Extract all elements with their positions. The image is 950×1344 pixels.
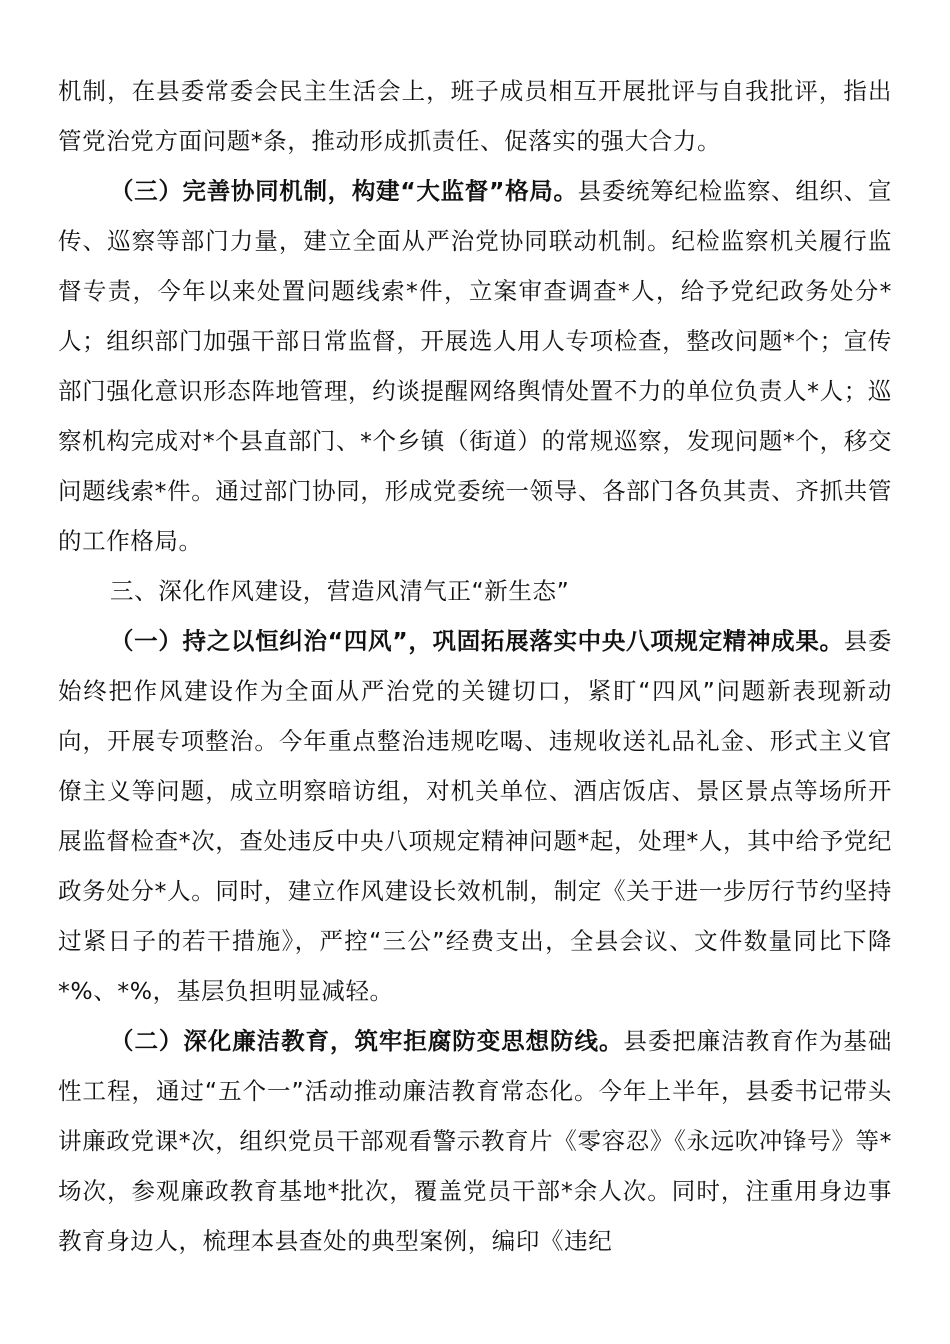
paragraph-coordination-mechanism [58, 166, 892, 566]
paragraph-text: 县委把廉洁教育作为基础性工程，通过“五个一”活动推动廉洁教育常态化。今年上半年，县委书记带头讲廉政党课*次，组织党员干部观看警示教育片《零容忍》《永远吹冲锋号》等*场次，参观廉政教育基地*批次，覆盖党员干部*余人次。同时，注重用身边事教育身边人，梳理本县查处的典型案例，编印《违纪 [58, 1027, 892, 1255]
paragraph-text: 县委统筹纪检监察、组织、宣传、巡察等部门力量，建立全面从严治党协同联动机制。纪检监察机关履行监督专责，今年以来处置问题线索*件，立案审查调查*人，给予党纪政务处分*人；组织部门加强干部日常监督，开展选人用人专项检查，整改问题*个；宣传部门强化意识形态阵地管理，约谈提醒网络舆情处置不力的单位负责人*人；巡察机构完成对*个县直部门、*个乡镇（街道）的常规巡察，发现问题*个，移交问题线索*件。通过部门协同，形成党委统一领导、各部门各负其责、齐抓共管的工作格局。 [58, 177, 892, 555]
document-page [58, 66, 892, 1266]
paragraph-continuation [58, 66, 892, 166]
paragraph-lead: （三）完善协同机制，构建“大监督”格局。 [110, 177, 578, 205]
section-heading: 三、深化作风建设，营造风清气正“新生态” [110, 577, 570, 605]
paragraph-lead: （二）深化廉洁教育，筑牢拒腐防变思想防线。 [110, 1027, 624, 1055]
paragraph-integrity-education [58, 1016, 892, 1266]
paragraph-text: 机制，在县委常委会民主生活会上，班子成员相互开展批评与自我批评，指出管党治党方面问题*条，推动形成抓责任、促落实的强大合力。 [58, 77, 892, 155]
paragraph-text: 县委始终把作风建设作为全面从严治党的关键切口，紧盯“四风”问题新表现新动向，开展专项整治。今年重点整治违规吃喝、违规收送礼品礼金、形式主义官僚主义等问题，成立明察暗访组，对机关单位、酒店饭店、景区景点等场所开展监督检查*次，查处违反中央八项规定精神问题*起，处理*人，其中给予党纪政务处分*人。同时，建立作风建设长效机制，制定《关于进一步厉行节约坚持过紧日子的若干措施》，严控“三公”经费支出，全县会议、文件数量同比下降*%、*%，基层负担明显减轻。 [58, 627, 892, 1005]
paragraph-lead: （一）持之以恒纠治“四风”，巩固拓展落实中央八项规定精神成果。 [110, 627, 844, 655]
paragraph-four-styles [58, 616, 892, 1016]
